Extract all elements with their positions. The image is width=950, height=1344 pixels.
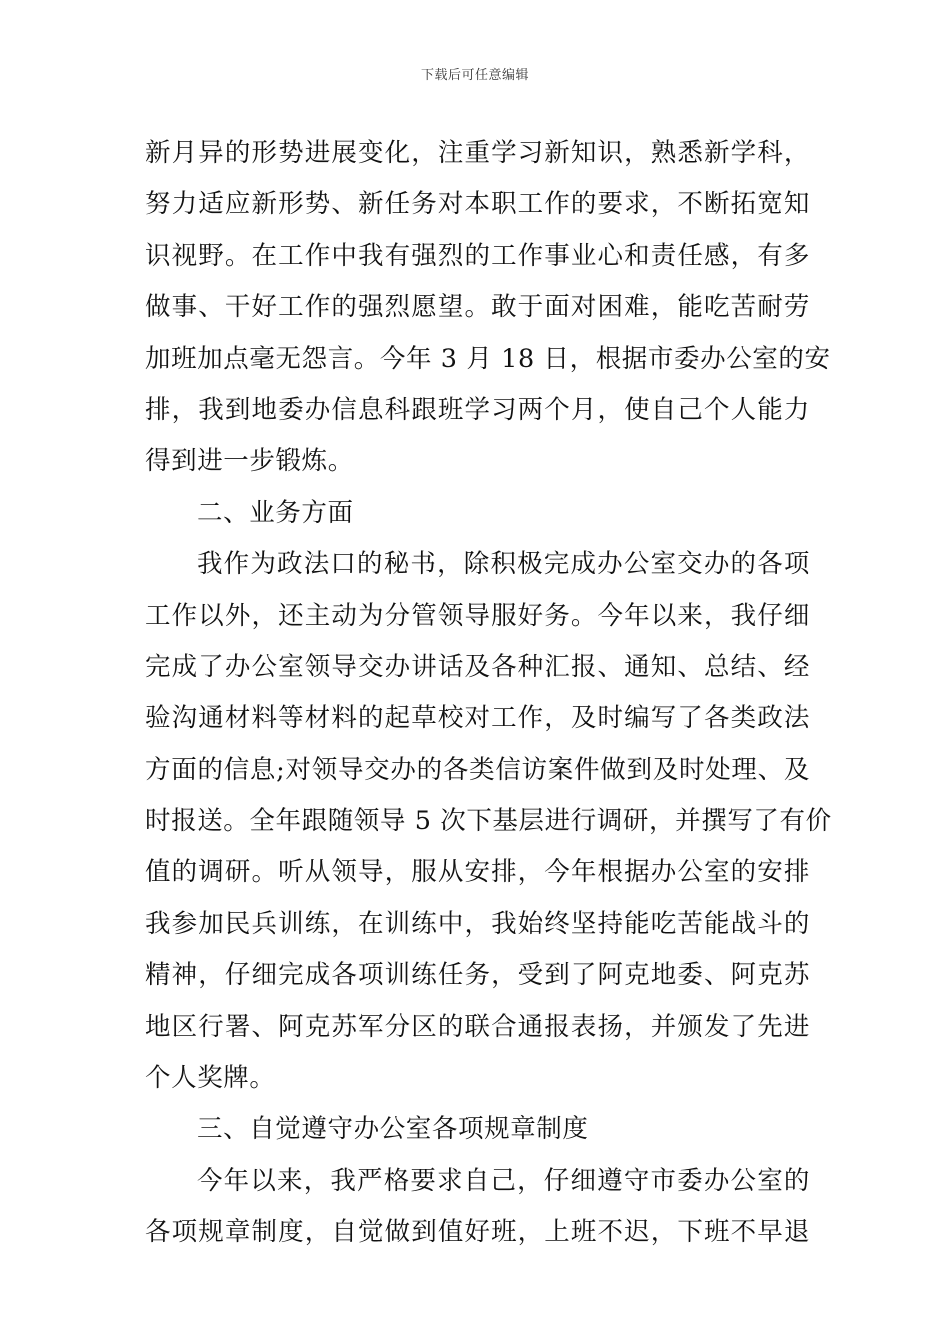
text-line: 加班加点毫无怨言。今年 3 月 18 日，根据市委办公室的安 xyxy=(145,343,831,374)
text-line: 新月异的形势进展变化，注重学习新知识，熟悉新学科， xyxy=(145,138,810,168)
page-header: 下载后可任意编辑 xyxy=(420,68,529,83)
text-line: 完成了办公室领导交办讲话及各种汇报、通知、总结、经 xyxy=(145,651,810,682)
text-line: 各项规章制度，自觉做到值好班，上班不迟，下班不早退 xyxy=(145,1217,810,1248)
text-line: 三、自觉遵守办公室各项规章制度 xyxy=(197,1114,589,1145)
text-line: 时报送。全年跟随领导 5 次下基层进行调研，并撰写了有价 xyxy=(145,806,832,837)
text-line: 排，我到地委办信息科跟班学习两个月，使自己个人能力 xyxy=(145,394,810,425)
text-line: 方面的信息;对领导交办的各类信访案件做到及时处理、及 xyxy=(145,754,810,785)
text-line: 精神，仔细完成各项训练任务，受到了阿克地委、阿克苏 xyxy=(145,960,810,991)
text-line: 个人奖牌。 xyxy=(145,1063,276,1094)
text-line: 做事、干好工作的强烈愿望。敢于面对困难，能吃苦耐劳 xyxy=(145,292,810,323)
text-line: 我作为政法口的秘书，除积极完成办公室交办的各项 xyxy=(197,549,810,580)
text-line: 验沟通材料等材料的起草校对工作，及时编写了各类政法 xyxy=(145,703,810,734)
text-line: 今年以来，我严格要求自己，仔细遵守市委办公室的 xyxy=(197,1165,810,1196)
text-line: 努力适应新形势、新任务对本职工作的要求，不断拓宽知 xyxy=(145,189,810,220)
text-line: 地区行署、阿克苏军分区的联合通报表扬，并颁发了先进 xyxy=(145,1011,810,1042)
text-line: 得到进一步锻炼。 xyxy=(145,446,354,477)
text-line: 识视野。在工作中我有强烈的工作事业心和责任感，有多 xyxy=(145,240,810,271)
text-line: 工作以外，还主动为分管领导服好务。今年以来，我仔细 xyxy=(145,600,810,631)
text-line: 二、业务方面 xyxy=(197,497,354,528)
text-line: 值的调研。听从领导，服从安排，今年根据办公室的安排 xyxy=(145,857,810,888)
text-line: 我参加民兵训练，在训练中，我始终坚持能吃苦能战斗的 xyxy=(145,908,810,939)
document-body xyxy=(145,128,832,1259)
